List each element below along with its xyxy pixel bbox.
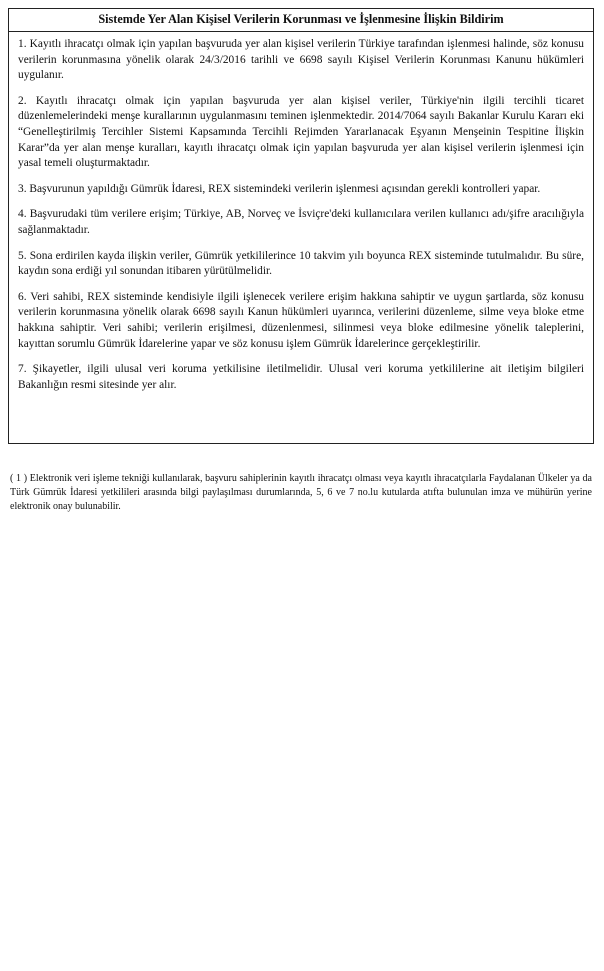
notice-box bbox=[8, 8, 594, 444]
notice-item-5: 5. Sona erdirilen kayda ilişkin veriler, Gümrük yetkililerince 10 takvim yılı boyunca REX sisteminde tutulmalıdır. Bu süre, kaydın sona erdiği yıl sonundan itibaren yürütülmelidir. bbox=[18, 249, 584, 278]
notice-title: Sistemde Yer Alan Kişisel Verilerin Korunması ve İşlenmesine İlişkin Bildirim bbox=[9, 9, 593, 32]
notice-item-1: 1. Kayıtlı ihracatçı olmak için yapılan başvuruda yer alan kişisel verilerin Türkiye tarafından işlenmesi halinde, söz konusu verilerin korunmasına yönelik olarak 24/3/2016 tarihli ve 6698 sayılı Kişisel Verilerin Korunması Kanunu hükümleri uygulanır. bbox=[18, 38, 584, 82]
notice-item-2: 2. Kayıtlı ihracatçı olmak için yapılan başvuruda yer alan kişisel veriler, Türkiye'nin ilgili tercihli ticaret düzenlemelerindeki menşe kurallarının uygulanmasını teminen işlenmektedir. 2014/7064 sayılı Bakanlar Kurulu Kararı eki “Genelleştirilmiş Tercihler Sistemi Kapsamında Tercihli Rejimden Yararlanacak Eşyanın Menşeinin Tespitine İlişkin Karar”da yer alan menşe kuralları, kayıtlı ihracatçı olmak için yapılan başvuruda yer alan kişisel verilerin işlenmesi için yasal temeli oluşturmaktadır. bbox=[18, 94, 584, 170]
notice-items bbox=[9, 32, 593, 393]
notice-item-3: 3. Başvurunun yapıldığı Gümrük İdaresi, REX sistemindeki verilerin işlenmesi açısından gerekli kontrolleri yapar. bbox=[18, 182, 541, 195]
notice-item-4: 4. Başvurudaki tüm verilere erişim; Türkiye, AB, Norveç ve İsviçre'deki kullanıcılara verilen kullanıcı adı/şifre aracılığıyla sağlanmaktadır. bbox=[18, 208, 584, 236]
notice-item-6: 6. Veri sahibi, REX sisteminde kendisiyle ilgili işlenecek verilere erişim hakkına sahiptir ve uygun şartlarda, söz konusu verilerin korunmasına yönelik olarak 6698 sayılı Kanun hükümleri uyarınca, verilerini düzenleme, silme veya bloke etme hakkına sahiptir. Veri sahibi; verilerin erişilmesi, düzenlenmesi, silinmesi veya bloke edilmesine yönelik taleplerini, kayıttan sorumlu Gümrük İdarelerine yapar ve söz konusu işlem Gümrük İdarelerince gerçekleştirilir. bbox=[18, 290, 584, 350]
footnote: ( 1 ) Elektronik veri işleme tekniği kullanılarak, başvuru sahiplerinin kayıtlı ihracatçı olması veya kayıtlı ihracatçılarla Faydalanan Ülkeler ya da Türk Gümrük İdaresi yetkilileri arasında bilgi paylaşılması durumlarında, 5, 6 ve 7 no.lu kutularda atıfta bulunulan imza ve mühürün yerine elektronik onay bulunabilir. bbox=[10, 473, 592, 512]
notice-item-7: 7. Şikayetler, ilgili ulusal veri koruma yetkilisine iletilmelidir. Ulusal veri koruma yetkililerine ait iletişim bilgileri Bakanlığın resmi sitesinde yer alır. bbox=[18, 363, 584, 391]
